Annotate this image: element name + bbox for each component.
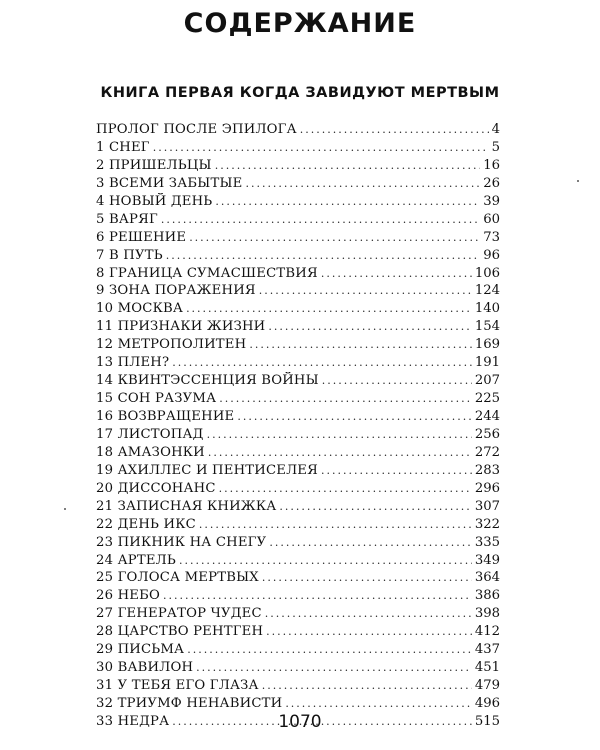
dot-leader: [262, 677, 472, 695]
toc-entry: [96, 623, 500, 641]
chapter-page-number: 26: [483, 175, 500, 191]
chapter-title: 11 ПРИЗНАКИ ЖИЗНИ: [96, 319, 266, 335]
toc-entry: [96, 534, 500, 552]
chapter-title: 21 ЗАПИСНАЯ КНИЖКА: [96, 498, 277, 514]
dot-leader: [161, 211, 480, 229]
dot-leader: [163, 587, 472, 605]
chapter-title: 30 ВАВИЛОН: [96, 660, 194, 676]
chapter-page-number: 322: [474, 516, 500, 532]
toc-entry: [96, 121, 500, 139]
dot-leader: [259, 282, 472, 300]
toc-entry: [96, 336, 500, 354]
chapter-title: 12 МЕТРОПОЛИТЕН: [96, 337, 247, 353]
toc-entry: [96, 390, 500, 408]
toc-entry: [96, 444, 500, 462]
chapter-title: 31 У ТЕБЯ ЕГО ГЛАЗА: [96, 678, 259, 694]
dot-leader: [215, 157, 481, 175]
chapter-page-number: 272: [474, 444, 500, 460]
chapter-page-number: 244: [474, 409, 500, 424]
chapter-page-number: 283: [474, 462, 500, 478]
chapter-title: 26 НЕБО: [96, 588, 161, 604]
chapter-title: 33 НЕДРА: [96, 713, 170, 729]
book-title: КНИГА ПЕРВАЯ КОГДА ЗАВИДУЮТ МЕРТВЫМ: [100, 85, 500, 101]
dot-leader: [187, 641, 472, 659]
dot-leader: [321, 265, 472, 283]
table-of-contents: [96, 121, 500, 731]
dot-leader: [266, 623, 472, 641]
chapter-title: 1 СНЕГ: [96, 139, 150, 155]
toc-entry: [96, 552, 500, 570]
dot-leader: [196, 659, 472, 677]
chapter-page-number: 5: [491, 139, 500, 155]
dot-leader: [269, 534, 471, 552]
toc-entry: [96, 193, 500, 211]
dot-leader: [300, 121, 489, 139]
chapter-page-number: 386: [474, 588, 500, 604]
chapter-page-number: 60: [483, 211, 500, 227]
dot-leader: [219, 480, 472, 498]
chapter-page-number: 307: [474, 498, 500, 514]
dot-leader: [186, 300, 472, 318]
chapter-page-number: 296: [474, 480, 500, 496]
chapter-page-number: 412: [474, 624, 500, 640]
chapter-title: 6 РЕШЕНИЕ: [96, 229, 187, 245]
dot-leader: [268, 318, 471, 336]
chapter-page-number: 335: [474, 534, 500, 550]
dot-leader: [189, 229, 480, 247]
chapter-page-number: 398: [474, 606, 500, 622]
toc-entry: [96, 641, 500, 659]
chapter-page-number: 479: [474, 678, 500, 694]
toc-entry: [96, 498, 500, 516]
dot-leader: [262, 569, 472, 587]
print-speck: [64, 508, 66, 510]
chapter-page-number: 4: [491, 122, 500, 137]
dot-leader: [249, 336, 472, 354]
toc-entry: [96, 157, 500, 175]
chapter-page-number: 124: [474, 283, 500, 299]
toc-entry: [96, 605, 500, 623]
chapter-page-number: 437: [474, 642, 500, 658]
toc-entry: [96, 211, 500, 229]
dot-leader: [265, 605, 472, 623]
chapter-title: 32 ТРИУМФ НЕНАВИСТИ: [96, 696, 283, 711]
toc-entry: [96, 229, 500, 247]
chapter-page-number: 364: [474, 570, 500, 586]
toc-entry: [96, 354, 500, 372]
chapter-title: 17 ЛИСТОПАД: [96, 426, 204, 442]
toc-entry: [96, 318, 500, 336]
chapter-title: ПРОЛОГ ПОСЛЕ ЭПИЛОГА: [96, 122, 297, 137]
toc-entry: [96, 516, 500, 534]
dot-leader: [322, 372, 472, 390]
dot-leader: [279, 498, 471, 516]
chapter-title: 23 ПИКНИК НА СНЕГУ: [96, 534, 267, 550]
toc-entry: [96, 300, 500, 318]
toc-entry: [96, 587, 500, 605]
chapter-title: 3 ВСЕМИ ЗАБЫТЫЕ: [96, 175, 243, 191]
chapter-title: 24 АРТЕЛЬ: [96, 552, 176, 568]
toc-entry: [96, 480, 500, 498]
chapter-page-number: 191: [474, 355, 500, 371]
chapter-page-number: 256: [474, 426, 500, 442]
dot-leader: [219, 390, 472, 408]
toc-entry: [96, 677, 500, 695]
dot-leader: [179, 552, 472, 570]
dot-leader: [245, 175, 480, 193]
chapter-page-number: 496: [474, 696, 500, 711]
dot-leader: [208, 444, 472, 462]
toc-entry: [96, 282, 500, 300]
chapter-title: 13 ПЛЕН?: [96, 355, 170, 371]
chapter-page-number: 349: [474, 552, 500, 568]
chapter-page-number: 96: [483, 247, 500, 263]
chapter-title: 5 ВАРЯГ: [96, 211, 158, 227]
toc-entry: [96, 139, 500, 157]
dot-leader: [207, 426, 472, 444]
chapter-page-number: 16: [483, 157, 500, 173]
chapter-title: 10 МОСКВА: [96, 301, 184, 317]
chapter-page-number: 39: [483, 193, 500, 209]
chapter-page-number: 515: [474, 713, 500, 729]
chapter-page-number: 106: [474, 265, 500, 281]
chapter-title: 4 НОВЫЙ ДЕНЬ: [96, 193, 213, 209]
toc-entry: [96, 247, 500, 265]
dot-leader: [166, 247, 480, 265]
toc-entry: [96, 265, 500, 283]
chapter-page-number: 140: [474, 301, 500, 317]
dot-leader: [321, 462, 472, 480]
chapter-title: 27 ГЕНЕРАТОР ЧУДЕС: [96, 606, 262, 622]
toc-entry: [96, 569, 500, 587]
chapter-title: 7 В ПУТЬ: [96, 247, 163, 263]
print-speck: [577, 180, 579, 182]
chapter-title: 25 ГОЛОСА МЕРТВЫХ: [96, 570, 259, 586]
chapter-title: 29 ПИСЬМА: [96, 642, 185, 658]
chapter-title: 16 ВОЗВРАЩЕНИЕ: [96, 409, 235, 424]
toc-entry: [96, 659, 500, 677]
chapter-page-number: 207: [474, 373, 500, 389]
chapter-page-number: 225: [474, 391, 500, 407]
chapter-page-number: 169: [474, 337, 500, 353]
dot-leader: [215, 193, 480, 211]
chapter-page-number: 73: [483, 229, 500, 245]
chapter-title: 20 ДИССОНАНС: [96, 480, 216, 496]
chapter-title: 28 ЦАРСТВО РЕНТГЕН: [96, 624, 264, 640]
contents-heading: СОДЕРЖАНИЕ: [183, 8, 417, 39]
toc-entry: [96, 462, 500, 480]
toc-entry: [96, 695, 500, 713]
toc-entry: [96, 426, 500, 444]
chapter-title: 14 КВИНТЭССЕНЦИЯ ВОЙНЫ: [96, 373, 319, 389]
chapter-title: 9 ЗОНА ПОРАЖЕНИЯ: [96, 283, 256, 299]
dot-leader: [285, 695, 472, 713]
chapter-title: 19 АХИЛЛЕС И ПЕНТИСЕЛЕЯ: [96, 462, 318, 478]
chapter-title: 2 ПРИШЕЛЬЦЫ: [96, 157, 212, 173]
chapter-title: 18 АМАЗОНКИ: [96, 444, 205, 460]
page-number: 1070: [278, 712, 322, 732]
dot-leader: [237, 408, 471, 426]
chapter-title: 8 ГРАНИЦА СУМАСШЕСТВИЯ: [96, 265, 318, 281]
chapter-page-number: 154: [474, 319, 500, 335]
chapter-title: 15 СОН РАЗУМА: [96, 391, 217, 407]
dot-leader: [153, 139, 489, 157]
chapter-page-number: 451: [474, 660, 500, 676]
chapter-title: 22 ДЕНЬ ИКС: [96, 516, 196, 532]
dot-leader: [199, 516, 472, 534]
toc-entry: [96, 175, 500, 193]
toc-entry: [96, 372, 500, 390]
dot-leader: [172, 354, 472, 372]
toc-entry: [96, 408, 500, 426]
